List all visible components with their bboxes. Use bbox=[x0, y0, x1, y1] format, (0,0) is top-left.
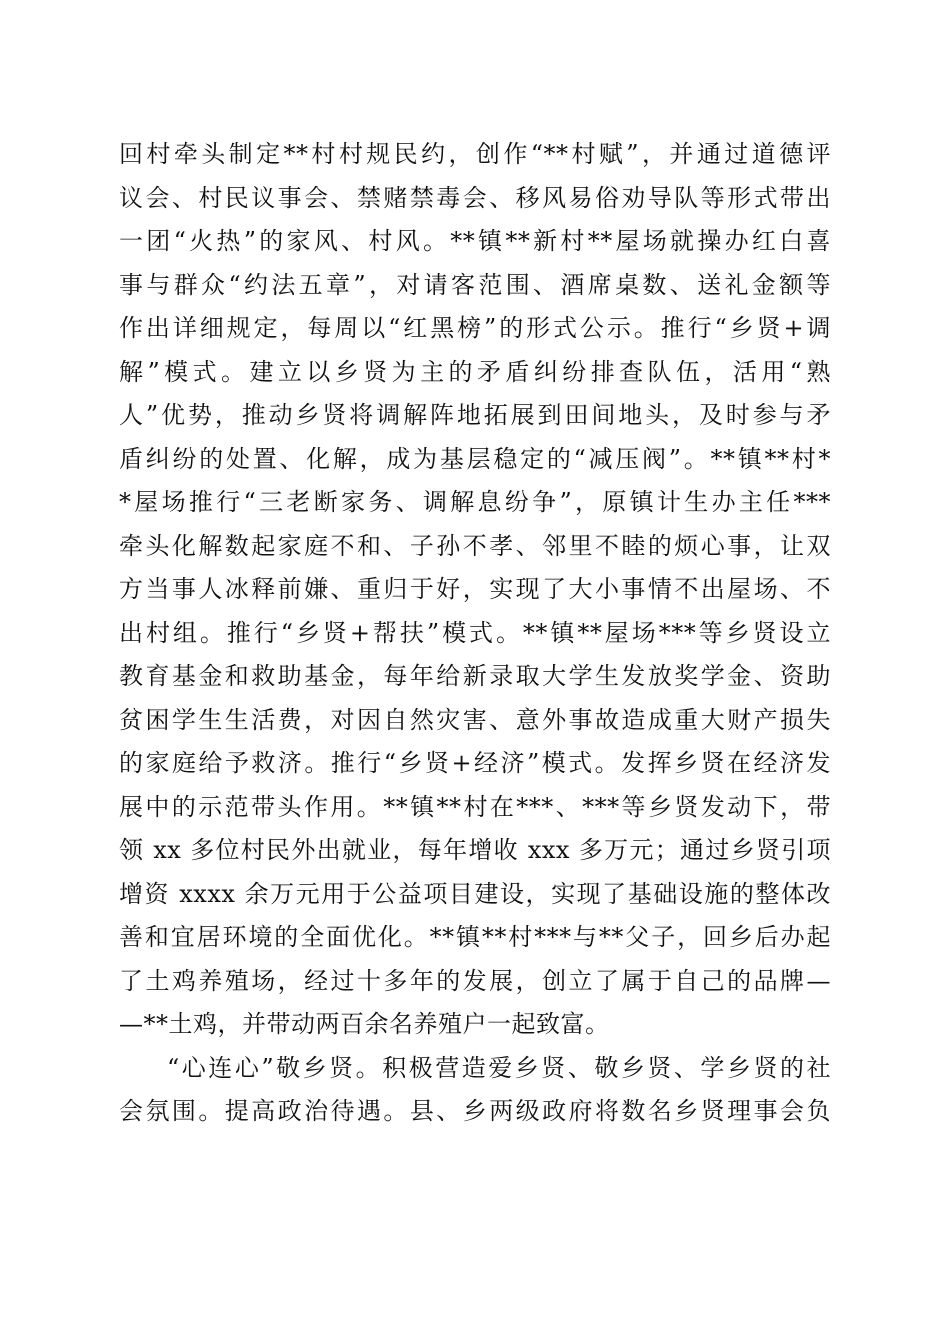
text-line: 作出详细规定，每周以“红黑榜”的形式公示。推行“乡贤+调 bbox=[119, 314, 831, 342]
text-line: 展中的示范带头作用。**镇**村在***、***等乡贤发动下，带 bbox=[119, 792, 831, 821]
text-line: 牵头化解数起家庭不和、子孙不孝、邻里不睦的烦心事，让双 bbox=[119, 531, 831, 560]
text-line: 一团“火热”的家风、村风。**镇**新村**屋场就操办红白喜 bbox=[119, 227, 831, 255]
text-line: —**土鸡，并带动两百余名养殖户一起致富。 bbox=[119, 1010, 610, 1038]
text-line: 了土鸡养殖场，经过十多年的发展，创立了属于自己的品牌— bbox=[119, 966, 831, 995]
text-line: 盾纠纷的处置、化解，成为基层稳定的“减压阀”。**镇**村* bbox=[119, 444, 831, 473]
text-line: 的家庭给予救济。推行“乡贤+经济”模式。发挥乡贤在经济发 bbox=[119, 749, 831, 777]
text-line: 方当事人冰释前嫌、重归于好，实现了大小事情不出屋场、不 bbox=[119, 575, 831, 603]
text-line: 议会、村民议事会、禁赌禁毒会、移风易俗劝导队等形式带出 bbox=[119, 183, 831, 212]
text-line: 教育基金和救助基金，每年给新录取大学生发放奖学金、资助 bbox=[119, 662, 831, 690]
text-line: 解”模式。建立以乡贤为主的矛盾纠纷排查队伍，活用“熟 bbox=[119, 357, 831, 386]
text-line: *屋场推行“三老断家务、调解息纷争”，原镇计生办主任*** bbox=[119, 488, 831, 516]
text-line: 回村牵头制定**村村规民约，创作“**村赋”，并通过道德评 bbox=[119, 140, 831, 168]
text-line: 善和宜居环境的全面优化。**镇**村***与**父子，回乡后办起 bbox=[119, 923, 831, 951]
text-line: 人”优势，推动乡贤将调解阵地拓展到田间地头，及时参与矛 bbox=[119, 401, 831, 429]
text-line: 领 xx 多位村民外出就业，每年增收 xxx 多万元；通过乡贤引项 bbox=[119, 836, 831, 864]
text-line: “心连心”敬乡贤。积极营造爱乡贤、敬乡贤、学乡贤的社 bbox=[167, 1053, 831, 1082]
text-line: 事与群众“约法五章”，对请客范围、酒席桌数、送礼金额等 bbox=[119, 270, 831, 299]
text-line: 贫困学生生活费，对因自然灾害、意外事故造成重大财产损失 bbox=[119, 705, 831, 734]
body-text bbox=[119, 133, 831, 1134]
text-line: 增资 xxxx 余万元用于公益项目建设，实现了基础设施的整体改 bbox=[119, 879, 831, 908]
text-line: 会氛围。提高政治待遇。县、乡两级政府将数名乡贤理事会负 bbox=[119, 1097, 831, 1125]
text-line: 出村组。推行“乡贤+帮扶”模式。**镇**屋场***等乡贤设立 bbox=[119, 618, 831, 647]
